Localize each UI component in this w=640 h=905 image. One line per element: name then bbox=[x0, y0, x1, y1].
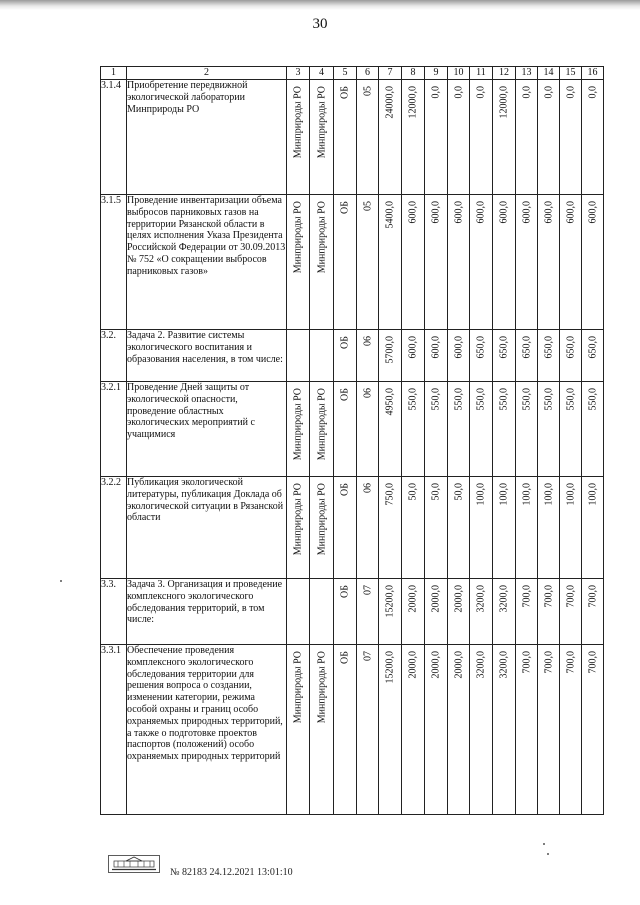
value-cell-text: 550,0 bbox=[430, 388, 442, 411]
column-number-12: 12 bbox=[493, 67, 516, 80]
value-cell bbox=[493, 330, 516, 382]
value-cell bbox=[425, 579, 448, 645]
value-cell bbox=[425, 330, 448, 382]
row-number: 3.3.1 bbox=[101, 645, 127, 815]
budget-code-cell bbox=[357, 579, 379, 645]
value-cell bbox=[448, 195, 470, 330]
funding-source-cell bbox=[334, 80, 357, 195]
value-cell bbox=[470, 195, 493, 330]
value-cell-text: 700,0 bbox=[543, 585, 554, 608]
value-cell bbox=[516, 645, 538, 815]
value-cell bbox=[425, 645, 448, 815]
value-cell-text: 700,0 bbox=[521, 585, 532, 608]
value-cell bbox=[379, 579, 402, 645]
value-cell-text: 0,0 bbox=[587, 86, 598, 99]
value-cell bbox=[425, 80, 448, 195]
funding-source-cell-text: ОБ bbox=[339, 585, 351, 598]
value-cell-text: 700,0 bbox=[565, 585, 576, 608]
value-cell bbox=[538, 330, 560, 382]
co-executor-cell bbox=[310, 195, 334, 330]
column-number-5: 5 bbox=[334, 67, 357, 80]
co-executor-cell bbox=[310, 330, 334, 382]
government-building-stamp-icon bbox=[108, 855, 160, 873]
value-cell-text: 600,0 bbox=[587, 201, 598, 224]
value-cell-text: 550,0 bbox=[475, 388, 487, 411]
value-cell-text: 550,0 bbox=[543, 388, 554, 411]
value-cell bbox=[516, 80, 538, 195]
column-number-14: 14 bbox=[538, 67, 560, 80]
funding-source-cell-text: ОБ bbox=[339, 483, 351, 496]
value-cell-text: 600,0 bbox=[430, 336, 442, 359]
value-cell-text: 0,0 bbox=[543, 86, 554, 99]
value-cell bbox=[516, 330, 538, 382]
value-cell-text: 15200,0 bbox=[384, 585, 396, 618]
value-cell bbox=[470, 80, 493, 195]
value-cell-text: 24000,0 bbox=[384, 86, 396, 119]
value-cell bbox=[560, 330, 582, 382]
value-cell bbox=[516, 477, 538, 579]
co-executor-cell bbox=[310, 80, 334, 195]
value-cell bbox=[516, 195, 538, 330]
value-cell-text: 2000,0 bbox=[453, 585, 464, 613]
value-cell-text: 650,0 bbox=[565, 336, 576, 359]
value-cell bbox=[402, 80, 425, 195]
value-cell-text: 600,0 bbox=[453, 336, 464, 359]
column-number-1: 1 bbox=[101, 67, 127, 80]
value-cell bbox=[470, 645, 493, 815]
funding-source-cell bbox=[334, 477, 357, 579]
co-executor-cell-text: Минприроды РО bbox=[316, 388, 327, 461]
co-executor-cell bbox=[310, 477, 334, 579]
value-cell bbox=[493, 80, 516, 195]
value-cell bbox=[538, 382, 560, 477]
value-cell-text: 50,0 bbox=[430, 483, 442, 501]
value-cell-text: 2000,0 bbox=[430, 585, 442, 613]
value-cell-text: 2000,0 bbox=[407, 585, 419, 613]
column-number-11: 11 bbox=[470, 67, 493, 80]
value-cell-text: 100,0 bbox=[498, 483, 510, 506]
value-cell-text: 12000,0 bbox=[407, 86, 419, 119]
column-number-8: 8 bbox=[402, 67, 425, 80]
column-number-10: 10 bbox=[448, 67, 470, 80]
budget-code-cell-text: 06 bbox=[362, 336, 373, 346]
value-cell-text: 0,0 bbox=[453, 86, 464, 99]
budget-code-cell bbox=[357, 382, 379, 477]
value-cell bbox=[379, 195, 402, 330]
budget-code-cell-text: 06 bbox=[362, 388, 373, 398]
value-cell bbox=[448, 645, 470, 815]
budget-code-cell bbox=[357, 195, 379, 330]
value-cell bbox=[425, 195, 448, 330]
value-cell-text: 550,0 bbox=[565, 388, 576, 411]
value-cell-text: 650,0 bbox=[498, 336, 510, 359]
value-cell-text: 700,0 bbox=[521, 651, 532, 674]
column-number-16: 16 bbox=[582, 67, 604, 80]
value-cell-text: 2000,0 bbox=[407, 651, 419, 679]
funding-source-cell bbox=[334, 330, 357, 382]
value-cell-text: 50,0 bbox=[453, 483, 464, 501]
budget-code-cell bbox=[357, 330, 379, 382]
value-cell bbox=[493, 477, 516, 579]
executor-cell-text: Минприроды РО bbox=[292, 651, 304, 724]
value-cell bbox=[516, 579, 538, 645]
value-cell-text: 650,0 bbox=[521, 336, 532, 359]
value-cell bbox=[560, 80, 582, 195]
value-cell bbox=[425, 382, 448, 477]
funding-source-cell-text: ОБ bbox=[339, 336, 351, 349]
value-cell bbox=[379, 80, 402, 195]
value-cell bbox=[560, 579, 582, 645]
column-number-2: 2 bbox=[127, 67, 287, 80]
value-cell bbox=[379, 645, 402, 815]
funding-source-cell bbox=[334, 579, 357, 645]
table-row bbox=[101, 80, 604, 195]
value-cell-text: 3200,0 bbox=[498, 585, 510, 613]
value-cell-text: 100,0 bbox=[543, 483, 554, 506]
row-name: Задача 2. Развитие системы экологического воспитания и образования населения, в том числе: bbox=[127, 330, 287, 382]
value-cell bbox=[582, 645, 604, 815]
value-cell bbox=[538, 579, 560, 645]
value-cell-text: 100,0 bbox=[565, 483, 576, 506]
value-cell-text: 600,0 bbox=[475, 201, 487, 224]
budget-code-cell-text: 05 bbox=[362, 201, 373, 211]
co-executor-cell bbox=[310, 579, 334, 645]
co-executor-cell bbox=[310, 382, 334, 477]
value-cell bbox=[493, 382, 516, 477]
column-number-9: 9 bbox=[425, 67, 448, 80]
budget-code-cell bbox=[357, 477, 379, 579]
value-cell-text: 700,0 bbox=[543, 651, 554, 674]
executor-cell-text: Минприроды РО bbox=[292, 201, 304, 274]
value-cell-text: 550,0 bbox=[407, 388, 419, 411]
value-cell bbox=[379, 330, 402, 382]
value-cell bbox=[402, 645, 425, 815]
value-cell-text: 4950,0 bbox=[384, 388, 396, 416]
value-cell-text: 550,0 bbox=[453, 388, 464, 411]
value-cell bbox=[582, 330, 604, 382]
value-cell-text: 0,0 bbox=[565, 86, 576, 99]
value-cell-text: 550,0 bbox=[521, 388, 532, 411]
value-cell-text: 2000,0 bbox=[453, 651, 464, 679]
value-cell bbox=[448, 382, 470, 477]
value-cell bbox=[560, 645, 582, 815]
row-number: 3.2.1 bbox=[101, 382, 127, 477]
value-cell-text: 600,0 bbox=[407, 336, 419, 359]
value-cell-text: 100,0 bbox=[521, 483, 532, 506]
executor-cell bbox=[287, 80, 310, 195]
funding-source-cell-text: ОБ bbox=[339, 651, 351, 664]
value-cell-text: 100,0 bbox=[475, 483, 487, 506]
value-cell bbox=[470, 330, 493, 382]
column-number-6: 6 bbox=[357, 67, 379, 80]
column-number-row bbox=[101, 67, 604, 80]
value-cell bbox=[538, 477, 560, 579]
budget-code-cell-text: 07 bbox=[362, 585, 373, 595]
funding-source-cell bbox=[334, 382, 357, 477]
value-cell-text: 12000,0 bbox=[498, 86, 510, 119]
row-name: Обеспечение проведения комплексного экологического обследования территории для решения вопроса о создании, изменении категории, режима особой охраны и границ особо охраняемых природных территорий, а также о подготовке проектов паспортов (положений) особо охраняемых природных территорий bbox=[127, 645, 287, 815]
value-cell bbox=[493, 195, 516, 330]
executor-cell-text: Минприроды РО bbox=[292, 86, 304, 159]
value-cell-text: 700,0 bbox=[565, 651, 576, 674]
executor-cell bbox=[287, 645, 310, 815]
value-cell-text: 550,0 bbox=[498, 388, 510, 411]
value-cell bbox=[425, 477, 448, 579]
value-cell-text: 600,0 bbox=[430, 201, 442, 224]
value-cell-text: 5700,0 bbox=[384, 336, 396, 364]
value-cell bbox=[379, 382, 402, 477]
executor-cell-text: Минприроды РО bbox=[292, 388, 304, 461]
value-cell bbox=[448, 80, 470, 195]
value-cell-text: 0,0 bbox=[475, 86, 487, 99]
table-row bbox=[101, 477, 604, 579]
row-number: 3.2. bbox=[101, 330, 127, 382]
value-cell-text: 600,0 bbox=[453, 201, 464, 224]
value-cell bbox=[379, 477, 402, 579]
column-number-4: 4 bbox=[310, 67, 334, 80]
table-row bbox=[101, 645, 604, 815]
value-cell-text: 5400,0 bbox=[384, 201, 396, 229]
co-executor-cell-text: Минприроды РО bbox=[316, 201, 327, 274]
registration-number: № 82183 24.12.2021 13:01:10 bbox=[170, 867, 293, 878]
value-cell bbox=[402, 330, 425, 382]
column-number-3: 3 bbox=[287, 67, 310, 80]
funding-source-cell-text: ОБ bbox=[339, 86, 351, 99]
executor-cell bbox=[287, 382, 310, 477]
column-number-15: 15 bbox=[560, 67, 582, 80]
executor-cell-text: Минприроды РО bbox=[292, 483, 304, 556]
value-cell bbox=[582, 80, 604, 195]
page-number: 30 bbox=[312, 16, 328, 32]
scan-speck bbox=[543, 843, 545, 845]
value-cell-text: 750,0 bbox=[384, 483, 396, 506]
value-cell-text: 600,0 bbox=[407, 201, 419, 224]
value-cell bbox=[538, 195, 560, 330]
row-number: 3.1.4 bbox=[101, 80, 127, 195]
executor-cell bbox=[287, 579, 310, 645]
table-body bbox=[101, 80, 604, 815]
co-executor-cell-text: Минприроды РО bbox=[316, 86, 327, 159]
value-cell-text: 650,0 bbox=[543, 336, 554, 359]
value-cell bbox=[448, 579, 470, 645]
funding-source-cell bbox=[334, 645, 357, 815]
scan-speck bbox=[547, 853, 549, 855]
value-cell bbox=[582, 195, 604, 330]
value-cell bbox=[402, 477, 425, 579]
value-cell-text: 700,0 bbox=[587, 585, 598, 608]
value-cell-text: 600,0 bbox=[565, 201, 576, 224]
value-cell bbox=[402, 195, 425, 330]
value-cell bbox=[538, 645, 560, 815]
value-cell bbox=[493, 645, 516, 815]
value-cell-text: 700,0 bbox=[587, 651, 598, 674]
budget-code-cell-text: 06 bbox=[362, 483, 373, 493]
table-row bbox=[101, 382, 604, 477]
funding-source-cell-text: ОБ bbox=[339, 388, 351, 401]
row-name: Задача 3. Организация и проведение комплексного экологического обследования территорий, в том числе: bbox=[127, 579, 287, 645]
funding-source-cell bbox=[334, 195, 357, 330]
value-cell-text: 50,0 bbox=[407, 483, 419, 501]
value-cell bbox=[402, 382, 425, 477]
executor-cell bbox=[287, 330, 310, 382]
co-executor-cell bbox=[310, 645, 334, 815]
value-cell-text: 0,0 bbox=[521, 86, 532, 99]
value-cell-text: 600,0 bbox=[521, 201, 532, 224]
row-number: 3.3. bbox=[101, 579, 127, 645]
value-cell-text: 15200,0 bbox=[384, 651, 396, 684]
row-number: 3.2.2 bbox=[101, 477, 127, 579]
scan-speck bbox=[60, 580, 62, 582]
executor-cell bbox=[287, 195, 310, 330]
table-row bbox=[101, 579, 604, 645]
value-cell bbox=[538, 80, 560, 195]
value-cell-text: 3200,0 bbox=[475, 585, 487, 613]
co-executor-cell-text: Минприроды РО bbox=[316, 651, 327, 724]
value-cell bbox=[470, 382, 493, 477]
column-number-13: 13 bbox=[516, 67, 538, 80]
value-cell bbox=[582, 579, 604, 645]
scan-top-shadow bbox=[0, 0, 640, 10]
value-cell-text: 3200,0 bbox=[498, 651, 510, 679]
value-cell bbox=[470, 477, 493, 579]
value-cell bbox=[582, 382, 604, 477]
value-cell-text: 100,0 bbox=[587, 483, 598, 506]
budget-code-cell-text: 07 bbox=[362, 651, 373, 661]
row-name: Приобретение передвижной экологической лаборатории Минприроды РО bbox=[127, 80, 287, 195]
table-row bbox=[101, 330, 604, 382]
value-cell bbox=[402, 579, 425, 645]
row-name: Публикация экологической литературы, публикация Доклада об экологической ситуации в Рязанской области bbox=[127, 477, 287, 579]
budget-code-cell bbox=[357, 645, 379, 815]
value-cell bbox=[560, 477, 582, 579]
row-number: 3.1.5 bbox=[101, 195, 127, 330]
value-cell-text: 2000,0 bbox=[430, 651, 442, 679]
value-cell bbox=[470, 579, 493, 645]
value-cell bbox=[448, 330, 470, 382]
budget-code-cell bbox=[357, 80, 379, 195]
value-cell-text: 600,0 bbox=[543, 201, 554, 224]
value-cell-text: 650,0 bbox=[587, 336, 598, 359]
value-cell bbox=[560, 382, 582, 477]
column-number-7: 7 bbox=[379, 67, 402, 80]
value-cell bbox=[493, 579, 516, 645]
row-name: Проведение Дней защиты от экологической опасности, проведение областных экологических мероприятий с учащимися bbox=[127, 382, 287, 477]
value-cell bbox=[448, 477, 470, 579]
value-cell bbox=[516, 382, 538, 477]
value-cell bbox=[582, 477, 604, 579]
budget-code-cell-text: 05 bbox=[362, 86, 373, 96]
executor-cell bbox=[287, 477, 310, 579]
value-cell-text: 650,0 bbox=[475, 336, 487, 359]
value-cell-text: 3200,0 bbox=[475, 651, 487, 679]
co-executor-cell-text: Минприроды РО bbox=[316, 483, 327, 556]
funding-source-cell-text: ОБ bbox=[339, 201, 351, 214]
value-cell bbox=[560, 195, 582, 330]
table-row bbox=[101, 195, 604, 330]
value-cell-text: 0,0 bbox=[430, 86, 442, 99]
value-cell-text: 600,0 bbox=[498, 201, 510, 224]
row-name: Проведение инвентаризации объема выбросов парниковых газов на территории Рязанской области в целях исполнения Указа Президента Российской Федерации от 30.09.2013 № 752 «О сокращении выбросов парниковых газов» bbox=[127, 195, 287, 330]
program-table bbox=[100, 66, 604, 815]
value-cell-text: 550,0 bbox=[587, 388, 598, 411]
